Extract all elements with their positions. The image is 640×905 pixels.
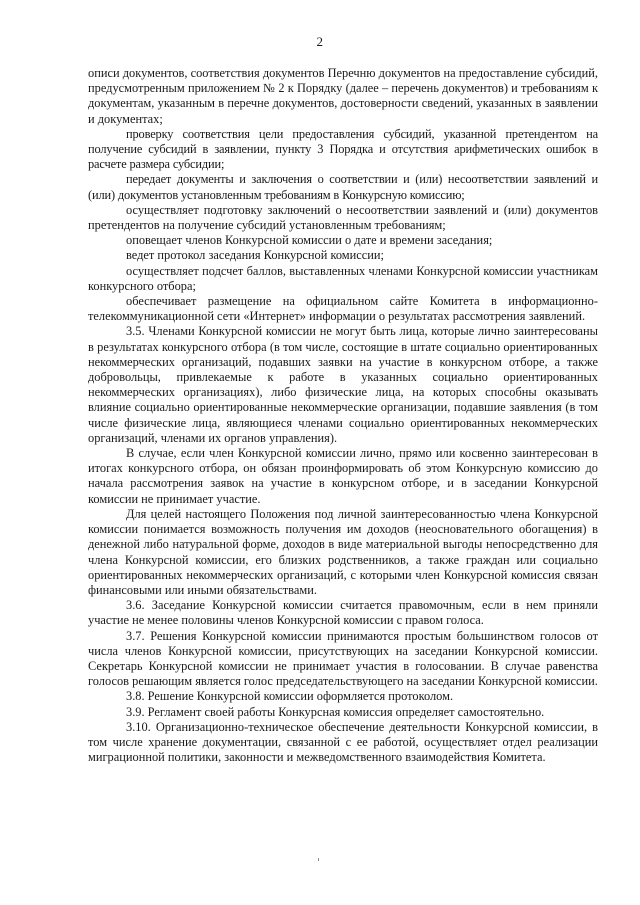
- paragraph-prepare-conclusions: осуществляет подготовку заключений о несоответствии заявлений и (или) документов претендентов на получение субсидий установленным требованиям;: [88, 202, 598, 233]
- paragraph-notify-members: оповещает членов Конкурсной комиссии о дате и времени заседания;: [126, 233, 493, 248]
- paragraph-inventory-check: описи документов, соответствия документов Перечню документов на предоставление субсидий, предусмотренным приложением № 2 к Порядку (далее – перечень документов) и требованиям к документам, указанным в перечне документов, достоверности сведений, указанных в заявлении и документах;: [88, 66, 598, 126]
- paragraph-transfer-documents: передает документы и заключения о соответствии и (или) несоответствии заявлений и (или) документов установленным требованиям в Конкурсную комиссию;: [88, 172, 598, 202]
- paragraph-personal-interest-definition: Для целей настоящего Положения под личной заинтересованностью члена Конкурсной комиссии понимается возможность получения им доходов (неосновательного обогащения) в денежной либо натуральной форме, доходов в виде материальной выгоды непосредственно для члена Конкурсной комиссии, его близких родственников, а также граждан или социально ориентированных некоммерческих организаций, с которыми член Конкурсной комиссия связан финансовыми или иными обязательствами.: [88, 506, 598, 597]
- paragraph-purpose-check: проверку соответствия цели предоставления субсидий, указанной претендентом на получение субсидий в заявлении, пункту 3 Порядка и отсутствия арифметических ошибок в расчете размера субсидии;: [88, 126, 598, 172]
- document-body: [88, 66, 598, 765]
- paragraph-conflict-interest: В случае, если член Конкурсной комиссии лично, прямо или косвенно заинтересован в итогах конкурсного отбора, он обязан проинформировать об этом Конкурсную комиссию до начала рассмотрения заявок на участие в конкурсном отборе, и в заседании Конкурсной комиссии не принимает участие.: [88, 446, 598, 506]
- paragraph-publish-results: обеспечивает размещение на официальном сайте Комитета в информационно-телекоммуникационной сети «Интернет» информации о результатах рассмотрения заявлений.: [88, 294, 598, 324]
- paragraph-3-7: 3.7. Решения Конкурсной комиссии принимаются простым большинством голосов от числа членов Конкурсной комиссии, присутствующих на заседании Конкурсной комиссии. Секретарь Конкурсной комиссии не принимает участия в голосовании. В случае равенства голосов решающим является голос председательствующего на заседании Конкурсной комиссии.: [88, 628, 598, 689]
- paragraph-3-5: 3.5. Членами Конкурсной комиссии не могут быть лица, которые лично заинтересованы в результатах конкурсного отбора (в том числе, состоящие в штате социально ориентированных некоммерческих организаций, подавших заявки на участие в конкурсном отборе, а также добровольцы, привлекаемые к работе в указанных социально ориентированных некоммерческих организациях), либо физические лица, на которых способны оказывать влияние социально ориентированные некоммерческие организации, подавшие заявления (в том числе физические лица, являющиеся членами социально ориентированных некоммерческих организаций, членами их органов управления).: [88, 324, 598, 445]
- paragraph-count-scores: осуществляет подсчет баллов, выставленных членами Конкурсной комиссии участникам конкурсного отбора;: [88, 263, 598, 293]
- paragraph-3-10: 3.10. Организационно-техническое обеспечение деятельности Конкурсной комиссии, в том числе хранение документации, связанной с ее работой, осуществляет отдел реализации миграционной политики, законности и межведомственного взаимодействия Комитета.: [88, 719, 598, 765]
- paragraph-3-6: 3.6. Заседание Конкурсной комиссии считается правомочным, если в нем приняли участие не менее половины членов Конкурсной комиссии с правом голоса.: [88, 598, 598, 628]
- page-number: 2: [316, 34, 324, 49]
- paragraph-keep-minutes: ведет протокол заседания Конкурсной комиссии;: [126, 248, 384, 263]
- paragraph-3-9: 3.9. Регламент своей работы Конкурсная комиссия определяет самостоятельно.: [126, 704, 545, 719]
- paragraph-3-8: 3.8. Решение Конкурсной комиссии оформляется протоколом.: [126, 689, 454, 704]
- scan-mark: [318, 858, 319, 861]
